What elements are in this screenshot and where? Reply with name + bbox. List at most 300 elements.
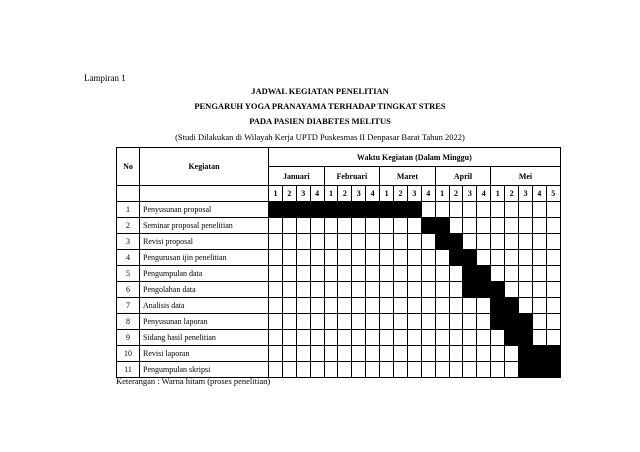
week-number: 5 [546,186,560,202]
schedule-cell-filled [269,202,283,218]
schedule-cell [310,314,324,330]
schedule-cell-filled [519,346,533,362]
row-number: 10 [117,346,140,362]
schedule-cell [435,362,449,378]
schedule-cell [296,298,310,314]
schedule-cell [435,250,449,266]
schedule-cell [394,298,408,314]
schedule-cell [310,266,324,282]
schedule-cell [338,298,352,314]
schedule-cell [505,250,519,266]
schedule-cell [519,282,533,298]
schedule-cell [380,234,394,250]
schedule-cell [269,346,283,362]
schedule-cell [449,218,463,234]
schedule-cell [366,282,380,298]
schedule-cell [380,250,394,266]
schedule-cell [282,234,296,250]
schedule-cell [352,250,366,266]
schedule-cell-filled [519,362,533,378]
schedule-cell [421,266,435,282]
schedule-cell [296,234,310,250]
schedule-cell [546,298,560,314]
schedule-cell [296,266,310,282]
schedule-cell-filled [449,250,463,266]
schedule-cell [477,234,491,250]
schedule-cell [477,346,491,362]
schedule-cell [421,330,435,346]
schedule-cell [338,362,352,378]
schedule-cell-filled [519,314,533,330]
schedule-cell [532,202,546,218]
schedule-cell [296,250,310,266]
week-number: 3 [407,186,421,202]
schedule-cell [505,282,519,298]
activity-name: Sidang hasil penelitian [140,330,269,346]
schedule-cell-filled [380,202,394,218]
schedule-cell [505,218,519,234]
schedule-cell-filled [421,218,435,234]
schedule-cell [463,362,477,378]
row-number: 11 [117,362,140,378]
schedule-cell-filled [546,346,560,362]
schedule-cell [477,362,491,378]
schedule-cell [394,250,408,266]
schedule-cell [394,362,408,378]
schedule-cell [449,202,463,218]
schedule-cell [491,346,505,362]
schedule-cell [463,314,477,330]
schedule-cell [366,250,380,266]
schedule-cell-filled [394,202,408,218]
schedule-cell [352,234,366,250]
schedule-cell-filled [407,202,421,218]
header-time: Waktu Kegiatan (Dalam Minggu) [269,148,561,167]
week-number: 3 [296,186,310,202]
schedule-cell [310,298,324,314]
schedule-cell [421,314,435,330]
schedule-cell [282,346,296,362]
schedule-cell [477,250,491,266]
schedule-cell [352,282,366,298]
schedule-cell [352,298,366,314]
schedule-cell [324,282,338,298]
schedule-cell [407,362,421,378]
schedule-cell [324,362,338,378]
schedule-cell [310,218,324,234]
schedule-cell [338,346,352,362]
schedule-cell [269,218,283,234]
schedule-cell [394,330,408,346]
schedule-cell [407,234,421,250]
schedule-cell-filled [435,218,449,234]
week-number: 4 [421,186,435,202]
activity-name: Seminar proposal penelitian [140,218,269,234]
schedule-cell [435,298,449,314]
schedule-cell [380,362,394,378]
schedule-cell [532,298,546,314]
schedule-cell [546,282,560,298]
schedule-cell [338,282,352,298]
schedule-cell [407,218,421,234]
schedule-cell [324,218,338,234]
title-line-2: PENGARUH YOGA PRANAYAMA TERHADAP TINGKAT STRES [194,101,446,111]
schedule-cell [532,314,546,330]
schedule-cell-filled [505,298,519,314]
schedule-cell [491,218,505,234]
schedule-cell [407,314,421,330]
schedule-cell [338,218,352,234]
schedule-cell [532,330,546,346]
header-no: No [117,148,140,186]
schedule-cell [421,346,435,362]
schedule-cell [324,298,338,314]
activity-name: Pengumpulan skripsi [140,362,269,378]
row-number: 8 [117,314,140,330]
schedule-cell [282,362,296,378]
schedule-cell [380,314,394,330]
schedule-cell [505,266,519,282]
schedule-cell [505,346,519,362]
schedule-cell [477,314,491,330]
schedule-cell [505,202,519,218]
schedule-cell-filled [463,250,477,266]
schedule-cell [338,330,352,346]
week-number: 3 [463,186,477,202]
schedule-cell [310,234,324,250]
table-row [117,330,561,346]
schedule-cell-filled [282,202,296,218]
schedule-cell [519,202,533,218]
schedule-cell [380,266,394,282]
schedule-cell [519,234,533,250]
schedule-cell-filled [324,202,338,218]
schedule-cell [491,234,505,250]
table-row [117,234,561,250]
empty-cell [117,186,140,202]
schedule-cell [463,218,477,234]
schedule-cell [421,250,435,266]
table-row [117,282,561,298]
week-number: 2 [282,186,296,202]
week-number: 1 [324,186,338,202]
schedule-cell-filled [338,202,352,218]
schedule-cell [546,202,560,218]
schedule-cell [449,346,463,362]
schedule-cell-filled [491,282,505,298]
schedule-cell [352,266,366,282]
schedule-cell [269,314,283,330]
schedule-cell [269,362,283,378]
schedule-cell-filled [477,266,491,282]
schedule-cell [380,330,394,346]
schedule-cell [282,314,296,330]
schedule-cell [269,282,283,298]
schedule-cell [282,298,296,314]
schedule-cell [380,346,394,362]
schedule-cell [324,330,338,346]
schedule-cell [421,282,435,298]
table-row [117,266,561,282]
schedule-cell [352,362,366,378]
schedule-cell-filled [449,234,463,250]
empty-cell [140,186,269,202]
schedule-cell [491,266,505,282]
week-number: 1 [269,186,283,202]
row-number: 5 [117,266,140,282]
schedule-cell [421,298,435,314]
schedule-cell [352,346,366,362]
schedule-cell [546,330,560,346]
schedule-cell [421,234,435,250]
week-number: 1 [435,186,449,202]
month-header: Mei [491,167,560,186]
schedule-cell-filled [532,346,546,362]
month-header: Maret [380,167,436,186]
schedule-cell [394,218,408,234]
schedule-cell [546,250,560,266]
table-row [117,218,561,234]
schedule-cell-filled [532,362,546,378]
schedule-cell [380,218,394,234]
schedule-cell [519,266,533,282]
schedule-cell [352,314,366,330]
schedule-cell-filled [435,234,449,250]
schedule-cell [394,346,408,362]
schedule-cell [449,266,463,282]
schedule-cell [324,250,338,266]
schedule-cell [394,234,408,250]
schedule-cell [352,330,366,346]
activity-name: Revisi laporan [140,346,269,362]
schedule-cell [435,330,449,346]
schedule-cell [546,234,560,250]
week-number: 2 [505,186,519,202]
row-number: 3 [117,234,140,250]
schedule-cell [296,362,310,378]
legend-note: Keterangan : Warna hitam (proses penelitian) [116,376,271,386]
schedule-cell [366,346,380,362]
row-number: 4 [117,250,140,266]
schedule-cell [463,234,477,250]
schedule-cell [310,282,324,298]
schedule-table [116,147,561,378]
schedule-cell-filled [463,282,477,298]
week-number: 2 [394,186,408,202]
row-number: 9 [117,330,140,346]
schedule-cell-filled [505,330,519,346]
schedule-cell [421,362,435,378]
activity-name: Revisi proposal [140,234,269,250]
schedule-cell [463,346,477,362]
schedule-cell [477,298,491,314]
schedule-cell [532,234,546,250]
activity-name: Penyusunan laporan [140,314,269,330]
schedule-cell [366,266,380,282]
schedule-cell [296,218,310,234]
schedule-cell [421,202,435,218]
schedule-cell [324,346,338,362]
row-number: 7 [117,298,140,314]
week-number: 4 [310,186,324,202]
week-number: 2 [449,186,463,202]
activity-name: Analisis data [140,298,269,314]
schedule-cell [380,298,394,314]
schedule-cell [338,234,352,250]
week-number: 4 [366,186,380,202]
week-number: 3 [519,186,533,202]
schedule-cell [352,218,366,234]
title-line-1: JADWAL KEGIATAN PENELITIAN [251,86,389,96]
schedule-cell [282,330,296,346]
schedule-cell [407,266,421,282]
schedule-cell-filled [491,314,505,330]
schedule-cell-filled [310,202,324,218]
schedule-cell [269,250,283,266]
schedule-cell [449,282,463,298]
activity-name: Pengurusan ijin penelitian [140,250,269,266]
week-number: 3 [352,186,366,202]
schedule-cell [380,282,394,298]
schedule-cell [435,202,449,218]
schedule-cell [394,314,408,330]
table-row [117,250,561,266]
schedule-cell [310,250,324,266]
schedule-cell [407,330,421,346]
schedule-cell [407,298,421,314]
schedule-cell [366,330,380,346]
schedule-cell [366,298,380,314]
schedule-cell-filled [505,314,519,330]
schedule-cell [505,234,519,250]
month-header: Februari [324,167,380,186]
week-number: 2 [338,186,352,202]
schedule-cell [394,266,408,282]
schedule-cell [282,266,296,282]
row-number: 1 [117,202,140,218]
row-number: 2 [117,218,140,234]
schedule-cell-filled [491,298,505,314]
schedule-cell [324,266,338,282]
week-number: 1 [380,186,394,202]
schedule-cell [366,362,380,378]
schedule-cell [491,250,505,266]
schedule-cell [366,234,380,250]
schedule-cell [491,362,505,378]
schedule-cell [310,330,324,346]
schedule-cell [338,266,352,282]
schedule-cell [491,330,505,346]
schedule-cell [463,298,477,314]
schedule-cell-filled [352,202,366,218]
activity-name: Pengumpulan data [140,266,269,282]
week-number: 4 [532,186,546,202]
schedule-cell [532,250,546,266]
attachment-label: Lampiran 1 [84,73,126,83]
schedule-cell [310,362,324,378]
schedule-cell [282,250,296,266]
schedule-cell [477,218,491,234]
schedule-cell [449,330,463,346]
activity-name: Pengolahan data [140,282,269,298]
schedule-cell [324,314,338,330]
schedule-cell [435,346,449,362]
schedule-cell-filled [296,202,310,218]
schedule-cell [269,330,283,346]
schedule-cell [296,314,310,330]
schedule-cell-filled [477,282,491,298]
table-row [117,298,561,314]
schedule-cell [463,202,477,218]
schedule-cell [477,330,491,346]
table-row [117,202,561,218]
schedule-cell [546,314,560,330]
header-activity: Kegiatan [140,148,269,186]
week-number: 4 [477,186,491,202]
month-header: April [435,167,491,186]
schedule-cell [324,234,338,250]
schedule-cell [546,266,560,282]
schedule-cell [435,314,449,330]
table-row [117,314,561,330]
month-header: Januari [269,167,325,186]
schedule-cell [519,250,533,266]
schedule-cell [463,330,477,346]
schedule-cell [269,234,283,250]
schedule-cell [366,314,380,330]
schedule-cell [282,282,296,298]
activity-name: Penyusunan proposal [140,202,269,218]
subtitle: (Studi Dilakukan di Wilayah Kerja UPTD Puskesmas II Denpasar Barat Tahun 2022) [175,132,465,142]
schedule-cell [296,330,310,346]
schedule-cell [366,218,380,234]
schedule-cell [269,266,283,282]
schedule-cell-filled [519,330,533,346]
schedule-cell [449,298,463,314]
schedule-cell [532,266,546,282]
schedule-cell-filled [463,266,477,282]
table-row [117,346,561,362]
schedule-cell [310,346,324,362]
schedule-cell [296,346,310,362]
schedule-cell [282,218,296,234]
schedule-cell [407,250,421,266]
schedule-cell [505,362,519,378]
schedule-cell [407,346,421,362]
week-number: 1 [491,186,505,202]
schedule-cell [519,298,533,314]
schedule-cell [546,218,560,234]
schedule-cell [394,282,408,298]
schedule-cell [407,282,421,298]
schedule-cell-filled [366,202,380,218]
schedule-cell [338,250,352,266]
title-line-3: PADA PASIEN DIABETES MELITUS [249,116,391,126]
schedule-cell [435,266,449,282]
schedule-cell [269,298,283,314]
schedule-cell [532,282,546,298]
schedule-cell [435,282,449,298]
schedule-cell [519,218,533,234]
schedule-cell [532,218,546,234]
schedule-cell [338,314,352,330]
row-number: 6 [117,282,140,298]
schedule-cell [491,202,505,218]
schedule-cell [449,314,463,330]
schedule-cell [449,362,463,378]
schedule-cell [477,202,491,218]
schedule-cell-filled [546,362,560,378]
